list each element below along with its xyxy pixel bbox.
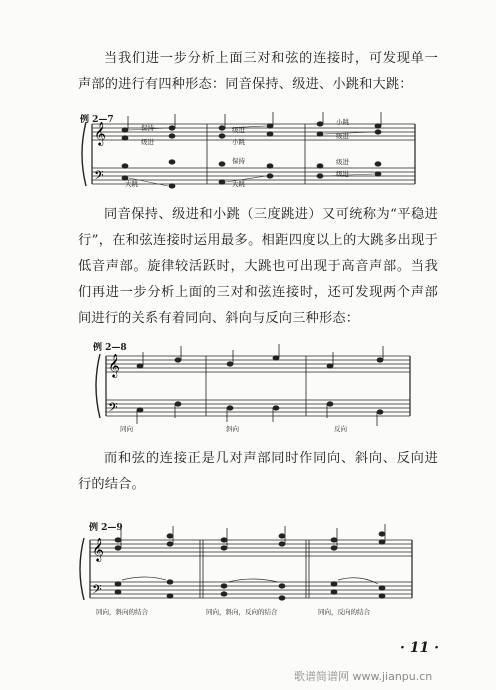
watermark: 歌谱简谱网 www.jianpu.cn	[294, 670, 433, 683]
bass-clef-icon: 𝄢	[94, 168, 104, 186]
annotation: 保持	[232, 157, 245, 165]
annotation: 大跳	[232, 180, 245, 188]
caption-parallel-contrary: 同向，反向的结合	[318, 608, 370, 616]
annotation: 级进	[141, 138, 154, 146]
caption-parallel-oblique-contrary: 同向，斜向，反向的结合	[206, 608, 278, 616]
caption-parallel-oblique: 同向，斜向的结合	[96, 608, 148, 616]
caption-contrary: 反向	[334, 425, 347, 433]
treble-clef-icon: 𝄞	[94, 121, 106, 145]
annotation: 级进	[232, 126, 245, 134]
annotation: 小跳	[336, 118, 349, 126]
treble-clef-icon: 𝄞	[108, 353, 120, 377]
annotation: 大跳	[125, 180, 138, 188]
caption-parallel: 同向	[120, 425, 133, 433]
paragraph-explanation: 同音保持、级进和小跳（三度跳进）又可统称为“平稳进行”，在和弦连接时运用最多。相距四度以上的大跳多出现于低音声部。旋律较活跃时，大跳也可出现于高音声部。当我们再进一步分析上面的三对和弦连接时，还可发现两个声部间进行的关系有着同向、斜向与反向三种形态：	[78, 207, 438, 326]
example-label-2-9: 例 2—9	[89, 523, 123, 533]
caption-oblique: 斜向	[226, 425, 239, 433]
annotation: 级进	[336, 132, 349, 140]
example-label-2-8: 例 2—8	[93, 343, 127, 353]
page-number: · 11 ·	[400, 640, 439, 656]
bass-clef-icon: 𝄢	[92, 582, 102, 600]
bass-clef-icon: 𝄢	[108, 400, 118, 418]
annotation: 小跳	[232, 138, 245, 146]
annotation: 级进	[336, 158, 349, 166]
paragraph-intro: 当我们进一步分析上面三对和弦的连接时，可发现单一声部的进行有四种形态：同音保持、级进、小跳和大跳：	[78, 51, 438, 92]
paragraph-conclusion: 而和弦的连接正是几对声部同时作同向、斜向、反向进行的结合。	[78, 451, 438, 492]
treble-clef-icon: 𝄞	[92, 537, 104, 561]
annotation: 级进	[336, 170, 349, 178]
annotation: 保持	[141, 124, 154, 132]
example-label-2-7: 例 2—7	[80, 115, 114, 125]
